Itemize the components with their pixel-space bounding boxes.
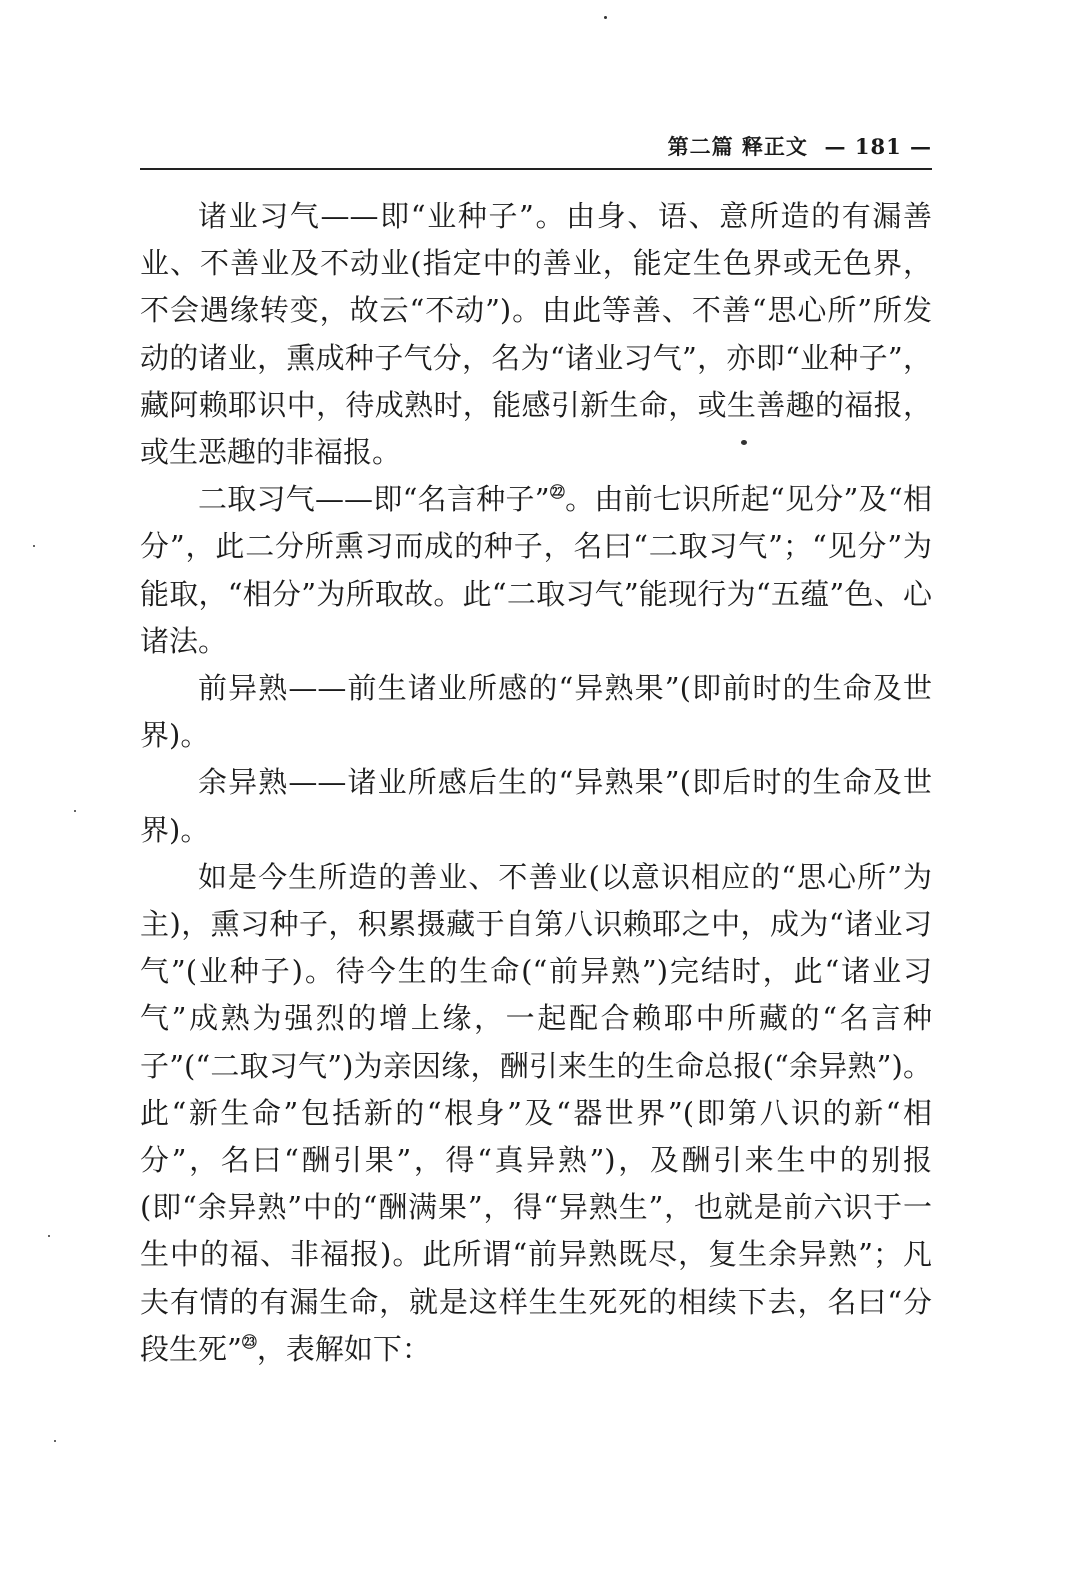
footnote-marker: ㉓ [241,1332,257,1351]
paragraph-text: 前异熟——前生诸业所感的“异熟果”(即前时的生命及世界)。 [140,671,932,753]
scan-speck [48,1235,50,1237]
paragraph-text: 诸业习气——即“业种子”。由身、语、意所造的有漏善业、不善业及不动业(指定中的善业，能定生色界或无色界，不会遇缘转变，故云“不动”)。由此等善、不善“思心所”所发动的诸业，熏成种子气分，名为“诸业习气”，亦即“业种子”，藏阿赖耶识中，待成熟时，能感引新生命，或生善趣的福报，或生恶趣的非福报。 [140,199,932,470]
paragraph-text: 。由前七识所起“见分”及“相分”，此二分所熏习而成的种子，名曰“二取习气”；“见分”为能取，“相分”为所取故。此“二取习气”能现行为“五蕴”色、心诸法。 [140,482,932,658]
chapter-label: 第二篇 [667,134,734,159]
scan-speck [741,440,747,445]
paragraph-text: 如是今生所造的善业、不善业(以意识相应的“思心所”为主)，熏习种子，积累摄藏于自第八识赖耶之中，成为“诸业习气”(业种子)。待今生的生命(“前异熟”)完结时，此“诸业习气”成熟为强烈的增上缘，一起配合赖耶中所藏的“名言种子”(“二取习气”)为亲因缘，酬引来生的生命总报(“余异熟”)。此“新生命”包括新的“根身”及“器世界”(即第八识的新“相分”，名曰“酬引果”，得“真异熟”)，及酬引来生中的别报(即“余异熟”中的“酬满果”，得“异熟生”，也就是前六识于一生中的福、非福报)。此所谓“前异熟既尽，复生余异熟”；凡夫有情的有漏生命，就是这样生生死死的相续下去，名曰“分段生死” [140,859,932,1366]
scan-speck [74,810,76,812]
scan-speck [54,1440,56,1442]
paragraph-text: 二取习气——即“名言种子” [198,482,550,517]
paragraph-former-ripening [140,665,932,759]
footnote-marker: ㉒ [549,483,566,502]
paragraph-later-ripening [140,759,932,853]
paragraph-dual-grasping [140,476,932,665]
running-header [140,128,932,164]
paragraph-text: ，表解如下： [256,1331,431,1366]
scan-speck [604,16,607,19]
paragraph-summary [140,854,932,1373]
header-rule [140,168,932,170]
page-number: — 181 — [824,133,932,159]
section-title: 释正文 [741,134,808,159]
paragraph-text: 余异熟——诸业所感后生的“异熟果”(即后时的生命及世界)。 [140,765,932,847]
body-text [140,193,932,1373]
paragraph-karmic-habits [140,193,932,476]
scan-speck [33,545,35,547]
